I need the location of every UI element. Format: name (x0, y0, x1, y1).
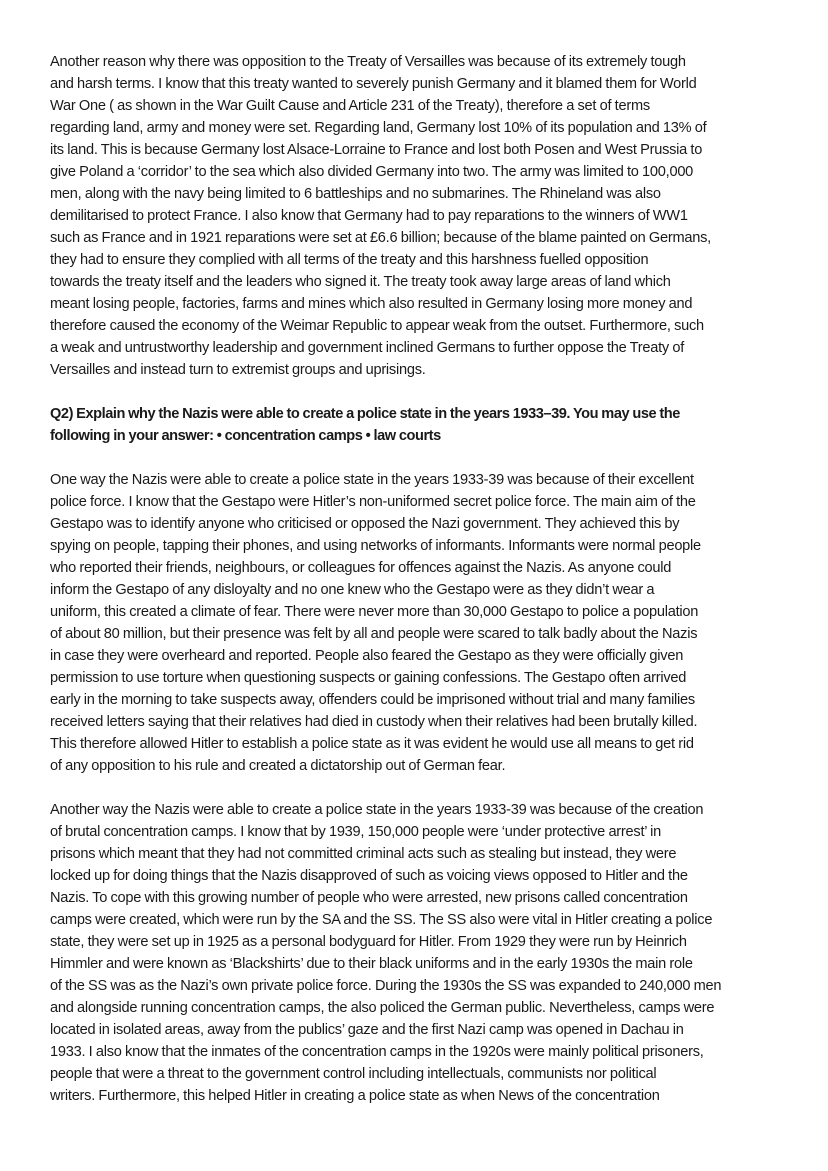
text-line: who reported their friends, neighbours, or colleagues for offences against the Nazis. As anyone could (50, 560, 672, 576)
text-line: War One ( as shown in the War Guilt Cause and Article 231 of the Treaty), therefore a set of terms (50, 98, 650, 114)
text-line: Nazis. To cope with this growing number of people who were arrested, new prisons called concentration (50, 890, 688, 906)
question-line: following in your answer: • concentration camps • law courts (50, 428, 441, 444)
text-line: of the SS was as the Nazi’s own private police force. During the 1930s the SS was expanded to 240,000 men (50, 978, 722, 994)
text-line: therefore caused the economy of the Weimar Republic to appear weak from the outset. Furthermore, such (50, 318, 704, 334)
text-line: towards the treaty itself and the leaders who signed it. The treaty took away large areas of land which (50, 274, 671, 290)
text-line: of about 80 million, but their presence was felt by all and people were scared to talk badly about the Nazis (50, 626, 698, 642)
text-line: 1933. I also know that the inmates of the concentration camps in the 1920s were mainly political prisoners, (50, 1044, 704, 1060)
text-line: in case they were overheard and reported. People also feared the Gestapo as they were officially given (50, 648, 684, 664)
text-line: of brutal concentration camps. I know that by 1939, 150,000 people were ‘under protective arrest’ in (50, 824, 661, 840)
question-line: Q2) Explain why the Nazis were able to create a police state in the years 1933–39. You may use the (50, 406, 680, 422)
text-line: uniform, this created a climate of fear. There were never more than 30,000 Gestapo to police a population (50, 604, 699, 620)
text-line: Himmler and were known as ‘Blackshirts’ due to their black uniforms and in the early 1930s the main role (50, 956, 693, 972)
question-heading (50, 403, 790, 447)
text-line: such as France and in 1921 reparations were set at £6.6 billion; because of the blame painted on Germans, (50, 230, 711, 246)
text-line: regarding land, army and money were set. Regarding land, Germany lost 10% of its population and 13% of (50, 120, 707, 136)
text-line: a weak and untrustworthy leadership and government inclined Germans to further oppose the Treaty of (50, 340, 685, 356)
text-line: its land. This is because Germany lost Alsace-Lorraine to France and lost both Posen and West Prussia to (50, 142, 703, 158)
text-line: state, they were set up in 1925 as a personal bodyguard for Hitler. From 1929 they were run by Heinrich (50, 934, 687, 950)
text-line: permission to use torture when questioning suspects or gaining confessions. The Gestapo often arrived (50, 670, 687, 686)
text-line: prisons which meant that they had not committed criminal acts such as stealing but instead, they were (50, 846, 677, 862)
text-line: demilitarised to protect France. I also know that Germany had to pay reparations to the winners of WW1 (50, 208, 688, 224)
document-page (50, 51, 790, 1107)
text-line: Gestapo was to identify anyone who criticised or opposed the Nazi government. They achieved this by (50, 516, 680, 532)
text-line: camps were created, which were run by the SA and the SS. The SS also were vital in Hitler creating a police (50, 912, 713, 928)
paragraph-spacer (50, 447, 790, 469)
text-line: people that were a threat to the government control including intellectuals, communists nor political (50, 1066, 657, 1082)
text-line: and alongside running concentration camps, the also policed the German public. Nevertheless, camps were (50, 1000, 715, 1016)
text-line: and harsh terms. I know that this treaty wanted to severely punish Germany and it blamed them for World (50, 76, 697, 92)
text-line: inform the Gestapo of any disloyalty and no one knew who the Gestapo were as they didn’t wear a (50, 582, 655, 598)
paragraph-treaty-opposition (50, 51, 790, 381)
text-line: of any opposition to his rule and created a dictatorship out of German fear. (50, 758, 506, 774)
text-line: men, along with the navy being limited to 6 battleships and no submarines. The Rhineland was also (50, 186, 661, 202)
paragraph-concentration-camps (50, 799, 790, 1107)
paragraph-spacer (50, 381, 790, 403)
text-line: Another reason why there was opposition to the Treaty of Versailles was because of its extremely tough (50, 54, 686, 70)
text-line: received letters saying that their relatives had died in custody when their relatives had been brutally killed. (50, 714, 698, 730)
text-line: they had to ensure they complied with all terms of the treaty and this harshness fuelled opposition (50, 252, 649, 268)
text-line: police force. I know that the Gestapo were Hitler’s non-uniformed secret police force. The main aim of the (50, 494, 696, 510)
paragraph-spacer (50, 777, 790, 799)
text-line: This therefore allowed Hitler to establish a police state as it was evident he would use all means to get rid (50, 736, 694, 752)
text-line: early in the morning to take suspects away, offenders could be imprisoned without trial and many families (50, 692, 695, 708)
text-line: spying on people, tapping their phones, and using networks of informants. Informants were normal people (50, 538, 701, 554)
text-line: writers. Furthermore, this helped Hitler in creating a police state as when News of the concentration (50, 1088, 660, 1104)
paragraph-gestapo (50, 469, 790, 777)
text-line: Another way the Nazis were able to create a police state in the years 1933-39 was because of the creation (50, 802, 704, 818)
text-line: One way the Nazis were able to create a police state in the years 1933-39 was because of their excellent (50, 472, 694, 488)
text-line: give Poland a ‘corridor’ to the sea which also divided Germany into two. The army was limited to 100,000 (50, 164, 694, 180)
text-line: locked up for doing things that the Nazis disapproved of such as voicing views opposed to Hitler and the (50, 868, 688, 884)
text-line: Versailles and instead turn to extremist groups and uprisings. (50, 362, 426, 378)
text-line: meant losing people, factories, farms and mines which also resulted in Germany losing more money and (50, 296, 693, 312)
text-line: located in isolated areas, away from the publics’ gaze and the first Nazi camp was opened in Dachau in (50, 1022, 684, 1038)
